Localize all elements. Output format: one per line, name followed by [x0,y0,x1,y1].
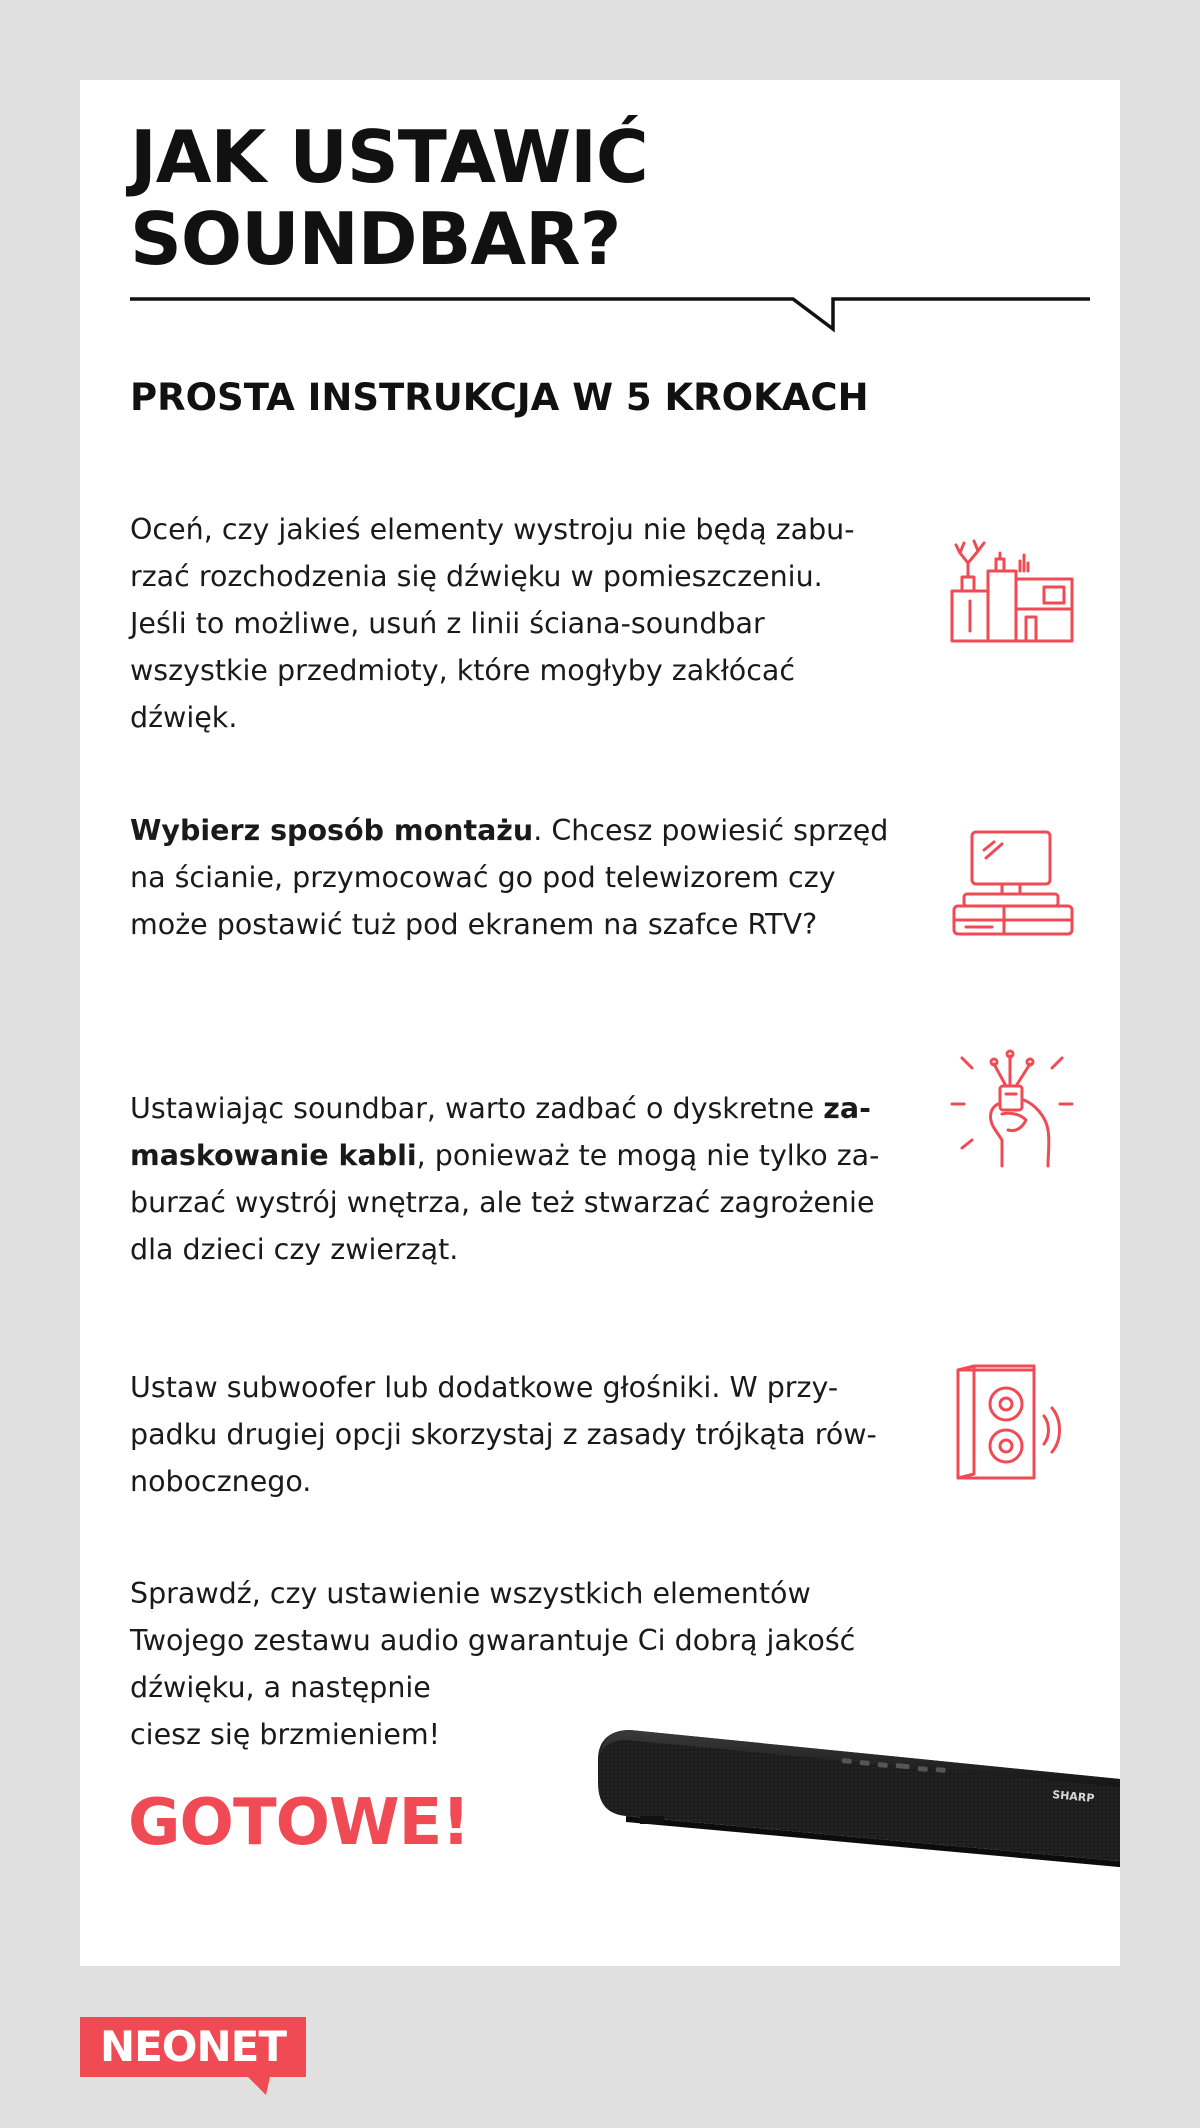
title-line-2: SOUNDBAR? [130,197,621,281]
step-1-line-4: wszystkie przedmioty, które mogłyby zakłócać [130,654,796,687]
step-1-line-2: rzać rozchodzenia się dźwięku w pomieszczeniu. [130,560,823,593]
step-4-text [130,1364,910,1505]
step-1-text [130,506,910,741]
step-5-line-3: dźwięku, a następnie [130,1671,431,1704]
step-5-line-1: Sprawdź, czy ustawienie wszystkich elementów [130,1577,811,1610]
infographic-card [80,80,1120,1966]
title-line-1: JAK USTAWIĆ [130,115,648,199]
step-3-line-3: burzać wystrój wnętrza, ale też stwarzać zagrożenie [130,1186,875,1219]
page-title [130,116,830,280]
furniture-icon [950,535,1074,643]
speaker-icon [954,1364,1070,1482]
step-2-line-3: może postawić tuż pod ekranem na szafce RTV? [130,908,818,941]
step-3-line-4: dla dzieci czy zwierząt. [130,1233,459,1266]
step-5-line-4: ciesz się brzmieniem! [130,1718,441,1751]
page-subtitle: PROSTA INSTRUKCJA W 5 KROKACH [130,376,869,419]
step-1-line-3: Jeśli to możliwe, usuń z linii ściana-soundbar [130,607,765,640]
step-2-line-2: na ścianie, przymocować go pod telewizorem czy [130,861,836,894]
step-3-text [130,1085,910,1273]
step-2-text [130,807,910,948]
step-3-line-2: , ponieważ te mogą nie tylko za- [416,1139,880,1172]
cable-hand-icon [950,1048,1074,1168]
step-4-line-2: padku drugiej opcji skorzystaj z zasady trójkąta rów- [130,1418,877,1451]
step-2-line-1: . Chcesz powiesić sprzęd [533,814,889,847]
step-4-line-1: Ustaw subwoofer lub dodatkowe głośniki. W przy- [130,1371,839,1404]
step-1-line-5: dźwięk. [130,701,238,734]
step-3-line-1: Ustawiając soundbar, warto zadbać o dyskretne [130,1092,824,1125]
step-3-bold-1: za- [823,1092,871,1125]
step-3-bold-2: maskowanie kabli [130,1139,417,1172]
step-2-bold: Wybierz sposób montażu [130,814,534,847]
step-1-line-1: Oceń, czy jakieś elementy wystroju nie będą zabu- [130,513,855,546]
soundbar-image [590,1730,1120,1920]
tv-stand-icon [952,828,1074,936]
soundbar-brand-label: SHARP [1051,1788,1095,1806]
speech-bubble-divider [130,290,1090,336]
step-4-line-3: nobocznego. [130,1465,312,1498]
done-heading: GOTOWE! [128,1786,470,1860]
step-5-line-2: Twojego zestawu audio gwarantuje Ci dobrą jakość [130,1624,856,1657]
logo-text: NEONET [99,2022,287,2071]
